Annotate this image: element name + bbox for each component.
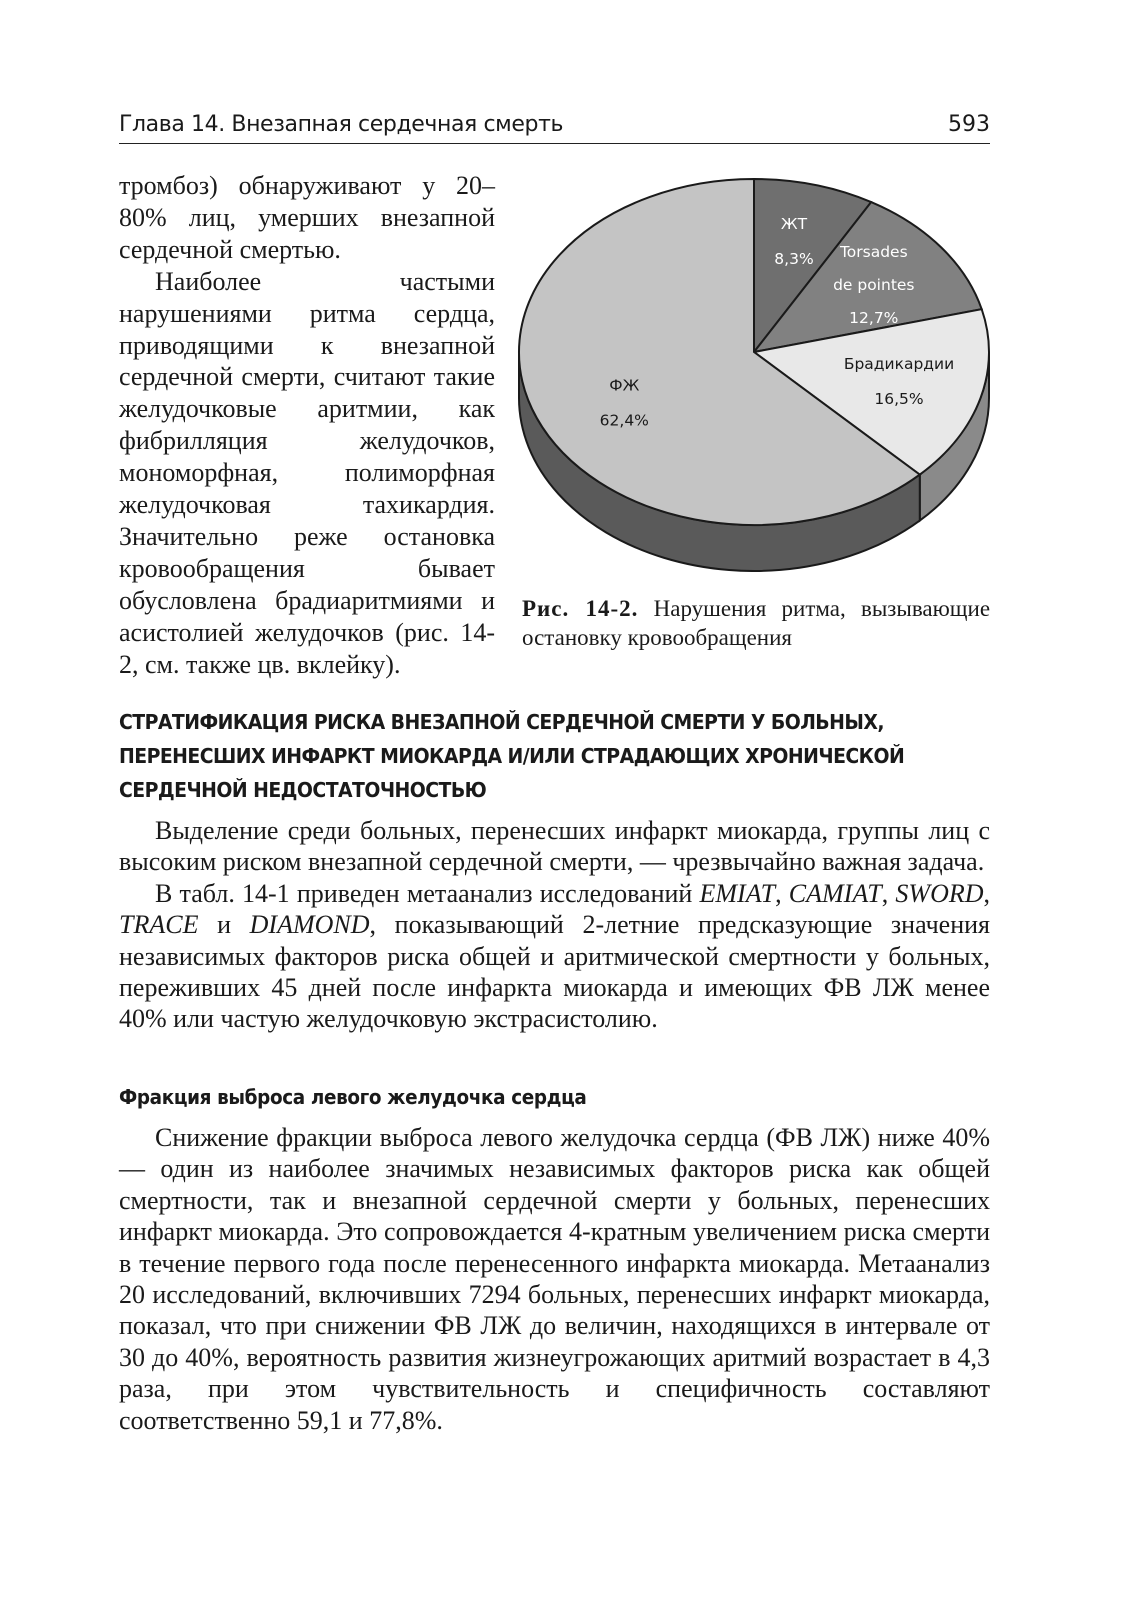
figure-pie-chart xyxy=(514,164,994,572)
slice-label-0-0: ФЖ xyxy=(609,376,640,395)
section-heading xyxy=(119,705,929,807)
slice-label-1-1: 8,3% xyxy=(774,250,814,269)
text-run: , показывающий 2-летние предсказующие значения независимых факторов риска общей и аритмической смертности у больных, переживших 45 дней после инфаркта миокарда и имеющих ФВ ЛЖ менее 40% или частую желудочковую экстрасистолию. xyxy=(119,910,990,1034)
paragraph-meta-analysis xyxy=(119,878,990,1035)
section-heading-line-3: СЕРДЕЧНОЙ НЕДОСТАТОЧНОСТЬЮ xyxy=(119,778,487,802)
caption-number: Рис. 14-2. xyxy=(522,596,639,621)
text-run: , xyxy=(775,878,789,908)
study-name-sword: SWORD xyxy=(895,878,984,908)
section-body xyxy=(119,815,990,1035)
slice-label-3-1: 16,5% xyxy=(874,389,924,408)
text-run: и xyxy=(198,910,250,940)
left-column-text xyxy=(119,170,495,681)
figure-caption xyxy=(522,594,990,652)
pie-chart-svg xyxy=(514,164,994,572)
slice-label-2-2: 12,7% xyxy=(849,309,899,327)
page-number: 593 xyxy=(948,112,990,137)
text-run: , xyxy=(881,878,896,908)
caption-text: Нарушения ритма, вызывающие остановку кровообращения xyxy=(522,596,991,650)
section-heading-line-2: ПЕРЕНЕСШИХ ИНФАРКТ МИОКАРДА И/ИЛИ СТРАДАЮЩИХ ХРОНИЧЕСКОЙ xyxy=(119,744,905,768)
subsection-body xyxy=(119,1122,990,1436)
paragraph-ejection-fraction: Снижение фракции выброса левого желудочка сердца (ФВ ЛЖ) ниже 40% — один из наиболее значимых независимых факторов риска как общей смертности, так и внезапной сердечной смерти у больных, перенесших инфаркт миокарда. Это сопровождается 4-кратным увеличением риска смерти в течение первого года после перенесенного инфаркта миокарда. Метаанализ 20 исследований, включивших 7294 больных, перенесших инфаркт миокарда, показал, что при снижении ФВ ЛЖ до величин, находящихся в интервале от 30 до 40%, вероятность развития жизнеугрожающих аритмий возрастает в 4,3 раза, при этом чувствительность и специфичность составляют соответственно 59,1 и 77,8%. xyxy=(119,1123,990,1435)
text-run: , xyxy=(983,878,991,908)
pie-top-layer xyxy=(519,179,989,525)
paragraph-arrhythmias: Наиболее частыми нарушениями ритма сердца, приводящими к внезапной сердечной смерти, считают такие желудочковые аритмии, как фибрилляция желудочков, мономорфная, полиморфная желудочковая тахикардия. Значительно реже остановка кровообращения бывает обусловлена брадиаритмиями и асистолией желудочков (рис. 14-2, см. также цв. вклейку). xyxy=(119,266,495,679)
study-name-emiat: EMIAT xyxy=(699,878,776,908)
slice-label-2-1: de pointes xyxy=(833,276,915,294)
text-run: В табл. 14-1 приведен метаанализ исследований xyxy=(155,878,700,908)
study-name-diamond: DIAMOND xyxy=(249,910,370,940)
slice-label-3-0: Брадикардии xyxy=(843,354,955,373)
chapter-title: Глава 14. Внезапная сердечная смерть xyxy=(119,112,564,137)
slice-label-0-1: 62,4% xyxy=(599,411,649,430)
study-name-camiat: CAMIAT xyxy=(788,878,882,908)
study-name-trace: TRACE xyxy=(119,910,199,940)
paragraph-continued: тромбоз) обнаруживают у 20–80% лиц, умерших внезапной сердечной смертью. xyxy=(119,171,495,264)
running-header xyxy=(119,112,990,144)
slice-label-2-0: Torsades xyxy=(839,243,908,261)
section-heading-line-1: СТРАТИФИКАЦИЯ РИСКА ВНЕЗАПНОЙ СЕРДЕЧНОЙ СМЕРТИ У БОЛЬНЫХ, xyxy=(119,710,884,734)
slice-label-1-0: ЖТ xyxy=(780,215,808,234)
paragraph-importance: Выделение среди больных, перенесших инфаркт миокарда, группы лиц с высоким риском внезапной сердечной смерти, — чрезвычайно важная задача. xyxy=(119,816,990,877)
subsection-heading: Фракция выброса левого желудочка сердца xyxy=(119,1085,587,1109)
